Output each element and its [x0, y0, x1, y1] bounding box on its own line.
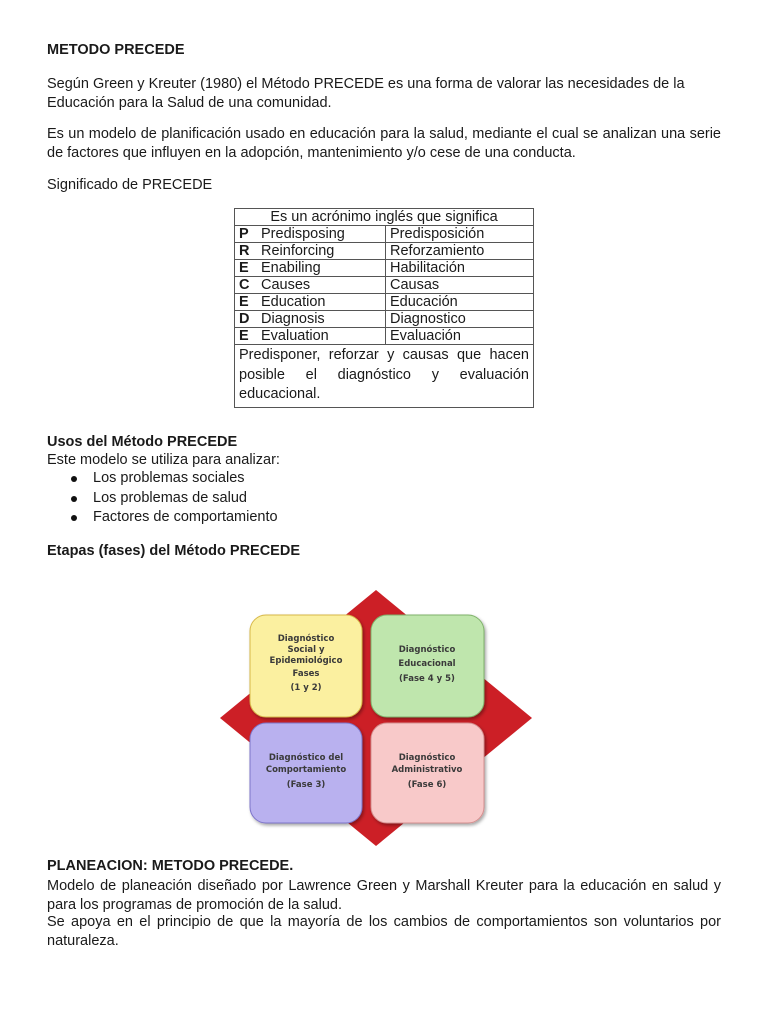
table-row	[235, 328, 534, 345]
intro-paragraph-1: Según Green y Kreuter (1980) el Método PRECEDE es una forma de valorar las necesidades de la Educación para la Salud de una comunidad.	[47, 76, 685, 111]
acronym-table-footer: Predisponer, reforzar y causas que hacen posible el diagnóstico y evaluación educacional.	[235, 345, 534, 408]
social-line-2: Social y	[287, 645, 325, 655]
intro-paragraph-2: Es un modelo de planificación usado en educación para la salud, mediante el cual se analizan una serie de factores que influyen en la adopción, mantenimiento y/o cese de una conducta.	[47, 126, 721, 161]
usos-list	[47, 469, 278, 528]
acronym-table-footer-row	[235, 345, 534, 408]
table-row	[235, 277, 534, 294]
administrativo-line-3: (Fase 6)	[407, 780, 447, 790]
acronym-spanish: Educación	[386, 294, 534, 311]
acronym-english: Evaluation	[261, 328, 329, 344]
acronym-spanish: Diagnostico	[386, 311, 534, 328]
list-item: Factores de comportamiento	[47, 508, 278, 528]
comportamiento-line-2: Comportamiento	[265, 765, 347, 775]
table-row	[235, 260, 534, 277]
phases-diagram-svg	[220, 590, 533, 846]
acronym-letter: E	[239, 294, 249, 310]
acronym-spanish: Evaluación	[386, 328, 534, 345]
educacional-line-2: Educacional	[398, 659, 456, 669]
acronym-english: Enabiling	[261, 260, 321, 276]
acronym-letter: P	[239, 226, 249, 242]
educacional-line-3: (Fase 4 y 5)	[399, 674, 455, 684]
acronym-english: Causes	[261, 277, 311, 293]
acronym-english: Diagnosis	[261, 311, 325, 327]
table-row	[235, 226, 534, 243]
acronym-letter: C	[239, 277, 250, 293]
list-item: Los problemas sociales	[47, 469, 278, 489]
comportamiento-line-1: Diagnóstico del	[268, 753, 344, 763]
acronym-table	[234, 208, 534, 408]
acronym-letter: E	[239, 328, 249, 344]
social-line-4: Fases	[292, 669, 320, 679]
table-row	[235, 311, 534, 328]
planeacion-heading: PLANEACION: METODO PRECEDE.	[47, 858, 294, 874]
acronym-spanish: Causas	[386, 277, 534, 294]
acronym-caption: Significado de PRECEDE	[47, 177, 213, 193]
administrativo-line-2: Administrativo	[391, 765, 463, 775]
table-row	[235, 243, 534, 260]
comportamiento-line-3: (Fase 3)	[286, 780, 326, 790]
acronym-spanish: Habilitación	[386, 260, 534, 277]
etapas-heading: Etapas (fases) del Método PRECEDE	[47, 543, 300, 559]
social-line-1: Diagnóstico	[277, 634, 335, 644]
acronym-letter: D	[239, 311, 250, 327]
acronym-english: Education	[261, 294, 326, 310]
acronym-english: Reinforcing	[261, 243, 335, 259]
acronym-letter: R	[239, 243, 250, 259]
precede-phases-diagram	[220, 590, 533, 846]
planeacion-paragraph-1: Modelo de planeación diseñado por Lawrence Green y Marshall Kreuter para la educación en salud y para los programas de promoción de la salud.	[47, 878, 721, 913]
social-line-5: (1 y 2)	[290, 683, 322, 693]
acronym-spanish: Predisposición	[386, 226, 534, 243]
administrativo-line-1: Diagnóstico	[398, 753, 456, 763]
acronym-spanish: Reforzamiento	[386, 243, 534, 260]
list-item: Los problemas de salud	[47, 489, 278, 509]
acronym-letter: E	[239, 260, 249, 276]
phase-box-social	[250, 615, 362, 717]
educacional-line-1: Diagnóstico	[398, 645, 456, 655]
document-title: METODO PRECEDE	[47, 42, 185, 58]
usos-intro: Este modelo se utiliza para analizar:	[47, 452, 280, 468]
table-row	[235, 294, 534, 311]
acronym-english: Predisposing	[261, 226, 345, 242]
social-line-3: Epidemiológico	[269, 656, 343, 666]
planeacion-paragraph-2: Se apoya en el principio de que la mayoría de los cambios de comportamientos son voluntarios por naturaleza.	[47, 914, 721, 949]
acronym-table-header: Es un acrónimo inglés que significa	[235, 209, 534, 226]
acronym-table-header-row	[235, 209, 534, 226]
usos-heading: Usos del Método PRECEDE	[47, 434, 238, 450]
